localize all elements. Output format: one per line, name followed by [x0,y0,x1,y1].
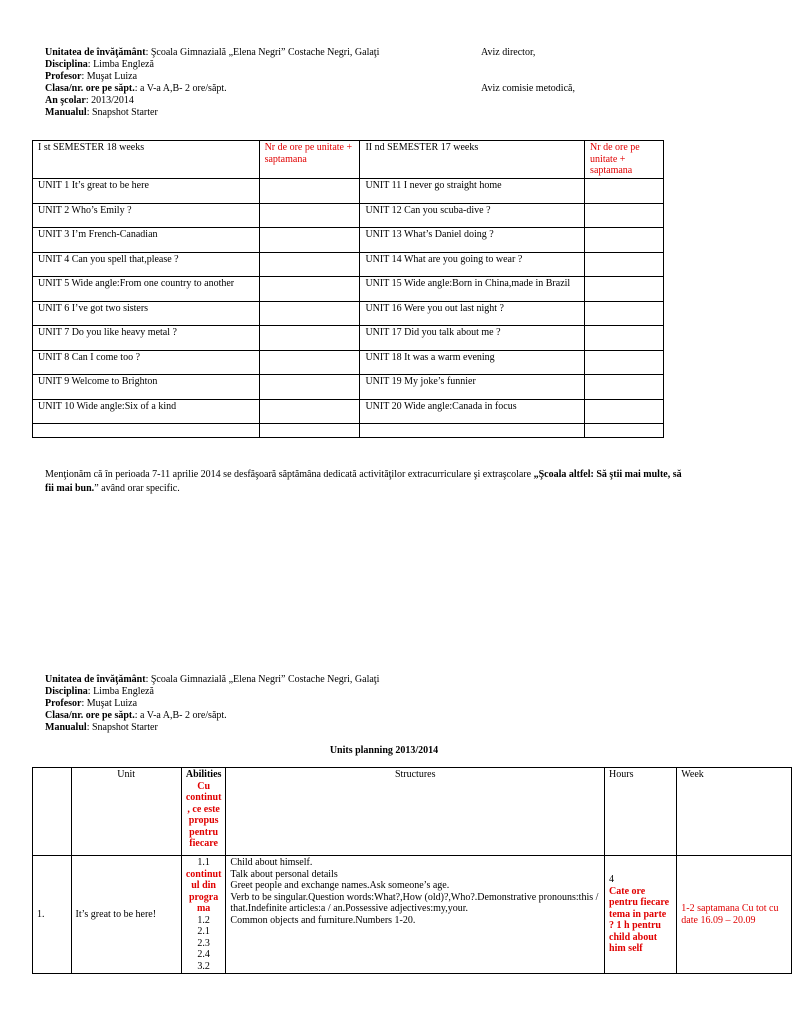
empty-cell [33,424,260,438]
header2-manual-label: Manualul [45,722,87,733]
header2-discipline-value: : Limba Engleză [87,686,154,697]
structure-line: Greet people and exchange names.Ask someone’s age. [230,880,450,891]
empty-cell [360,424,585,438]
header2-unit-label: Unitatea de învăţământ [45,674,146,685]
semester2-unit: UNIT 18 It was a warm evening [360,350,585,375]
header1-manual-label: Manualul [45,107,87,118]
semester1-hours-cell [259,179,360,204]
semester-row [33,350,664,375]
header1-discipline-value: : Limba Engleză [87,59,154,70]
semester1-hours-cell [259,252,360,277]
semester1-unit: UNIT 2 Who’s Emily ? [33,203,260,228]
semester1-header: I st SEMESTER 18 weeks [33,141,260,179]
header1-class [45,83,227,95]
planning-row-abilities [181,856,226,974]
header2-discipline-label: Disciplina [45,686,88,697]
planning-title: Units planning 2013/2014 [329,745,439,756]
semester-row [33,399,664,424]
planning-num-header [33,768,72,856]
semester2-hours-cell [585,277,664,302]
abilities-rest: 1.2 2.1 2.3 2.4 3.2 [197,914,210,972]
abilities-first: 1.1 [197,857,210,868]
planning-structures-header: Structures [226,768,605,856]
planning-hours-header: Hours [605,768,677,856]
semester1-unit: UNIT 5 Wide angle:From one country to another [33,277,260,302]
semester1-hours-header: Nr de ore pe unitate + saptamana [259,141,360,179]
semester1-unit: UNIT 7 Do you like heavy metal ? [33,326,260,351]
note-text-1: Menţionăm că în perioada 7-11 aprilie 2014 se desfăşoară săptămâna dedicată activităţilor extracurriculare şi extraşcolare [45,469,534,480]
header2-class [45,710,227,722]
planning-row-hours [605,856,677,974]
semester2-hours-cell [585,252,664,277]
header1-year [45,95,134,107]
semester2-hours-cell [585,375,664,400]
header1-year-label: An şcolar [45,95,86,106]
header1-unit-value: : Şcoala Gimnazială „Elena Negri” Costache Negri, Galaţi [145,47,380,58]
empty-cell [585,424,664,438]
semester2-unit: UNIT 13 What’s Daniel doing ? [360,228,585,253]
abilities-note: continut ul din progra ma [185,868,222,914]
structure-line: Verb to be singular.Question words:What?,How (old)?,Who?.Demonstrative pronouns:this / that.Indefinite articles:a / an.Possessive adjectives:my,your. [230,891,599,914]
aviz-comisie: Aviz comisie metodică, [481,83,575,94]
structure-line: Common objects and furniture.Numbers 1-20. [230,914,416,926]
header2-discipline [45,686,154,698]
semester2-unit: UNIT 15 Wide angle:Born in China,made in Brazil [360,277,585,302]
header1-teacher-value: : Muşat Luiza [81,71,138,82]
semester1-hours-cell [259,375,360,400]
header2-teacher-label: Profesor [45,698,82,709]
semester2-hours-cell [585,203,664,228]
semester-table [32,140,664,438]
hours-value: 4 [609,874,615,886]
semester1-unit: UNIT 10 Wide angle:Six of a kind [33,399,260,424]
semester-row [33,301,664,326]
semester1-hours-cell [259,399,360,424]
abilities-header-note: Cu continut , ce este propus pentru fiecare [185,780,222,849]
header1-teacher [45,71,137,83]
header1-discipline-label: Disciplina [45,59,88,70]
semester2-header: II nd SEMESTER 17 weeks [360,141,585,179]
semester1-unit: UNIT 1 It’s great to be here [33,179,260,204]
semester2-hours-cell [585,228,664,253]
semester2-unit: UNIT 11 I never go straight home [360,179,585,204]
planning-unit-header: Unit [71,768,181,856]
semester1-hours-cell [259,277,360,302]
header1-year-value: : 2013/2014 [85,95,134,106]
structure-line: Child about himself. [230,857,313,868]
header2-teacher-value: : Muşat Luiza [81,698,138,709]
semester-row [33,228,664,253]
planning-abilities-header [181,768,226,856]
semester-row [33,326,664,351]
semester2-unit: UNIT 19 My joke’s funnier [360,375,585,400]
semester-table-header [33,141,664,179]
header1-manual [45,107,158,119]
planning-row-week: 1-2 saptamana Cu tot cu date 16.09 – 20.09 [677,856,792,974]
header1-class-value: : a V-a A,B- 2 ore/săpt. [134,83,227,94]
structure-line: Talk about personal details [230,868,338,880]
header1-manual-value: : Snapshot Starter [86,107,158,118]
semester1-unit: UNIT 6 I’ve got two sisters [33,301,260,326]
planning-table [32,767,792,974]
note-bold: „Şcoala altfel: Să ştii mai multe, să fii mai bun. [45,469,682,494]
planning-row-structures [226,856,605,974]
header1-unit [45,47,379,59]
semester1-unit: UNIT 9 Welcome to Brighton [33,375,260,400]
semester1-hours-cell [259,350,360,375]
semester-row [33,179,664,204]
semester2-hours-cell [585,399,664,424]
planning-week-header: Week [677,768,792,856]
header2-class-label: Clasa/nr. ore pe săpt. [45,710,135,721]
header2-teacher [45,698,137,710]
semester2-hours-cell [585,179,664,204]
semester-empty-row [33,424,664,438]
semester-row [33,203,664,228]
semester1-unit: UNIT 4 Can you spell that,please ? [33,252,260,277]
semester1-hours-cell [259,228,360,253]
header1-discipline [45,59,154,71]
semester2-unit: UNIT 20 Wide angle:Canada in focus [360,399,585,424]
extracurricular-note [45,468,685,495]
semester2-unit: UNIT 14 What are you going to wear ? [360,252,585,277]
header2-unit-value: : Şcoala Gimnazială „Elena Negri” Costache Negri, Galaţi [145,674,380,685]
header1-teacher-label: Profesor [45,71,82,82]
semester1-hours-cell [259,301,360,326]
semester-rows [33,179,664,438]
semester2-hours-cell [585,350,664,375]
planning-header-row [33,768,792,856]
semester2-unit: UNIT 17 Did you talk about me ? [360,326,585,351]
semester1-unit: UNIT 3 I’m French-Canadian [33,228,260,253]
empty-cell [259,424,360,438]
planning-row [33,856,792,974]
semester2-hours-header: Nr de ore pe unitate + saptamana [585,141,664,179]
header1-class-label: Clasa/nr. ore pe săpt. [45,83,135,94]
semester2-hours-cell [585,326,664,351]
semester-row [33,375,664,400]
abilities-header-label: Abilities [185,769,222,780]
header2-class-value: : a V-a A,B- 2 ore/săpt. [134,710,227,721]
note-text-2: ” având orar specific. [94,482,180,494]
aviz-director: Aviz director, [481,47,536,58]
semester-row [33,252,664,277]
semester1-hours-cell [259,203,360,228]
hours-note: Cate ore pentru fiecare tema in parte ? 1 h pentru child about him self [609,885,670,955]
semester1-hours-cell [259,326,360,351]
header2-manual-value: : Snapshot Starter [86,722,158,733]
planning-row-num: 1. [33,856,72,974]
header1-unit-label: Unitatea de învăţământ [45,47,146,58]
semester2-unit: UNIT 16 Were you out last night ? [360,301,585,326]
header2-unit [45,674,379,686]
semester1-unit: UNIT 8 Can I come too ? [33,350,260,375]
semester-row [33,277,664,302]
planning-row-unit: It’s great to be here! [71,856,181,974]
semester2-hours-cell [585,301,664,326]
header2-manual [45,722,158,734]
semester2-unit: UNIT 12 Can you scuba-dive ? [360,203,585,228]
